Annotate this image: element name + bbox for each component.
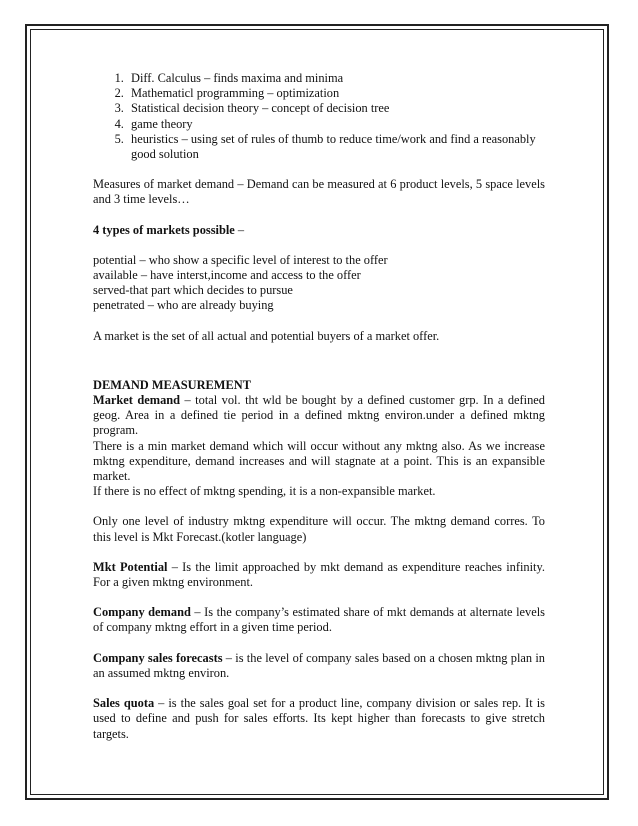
sales-quota-term: Sales quota [93, 696, 155, 711]
company-demand-text: – Is the company’s estimated share of mkt demands at alternate levels of company mktng effort in a given time period. [93, 605, 545, 635]
market-type-line: potential – who show a specific level of interest to the offer [93, 252, 388, 267]
market-demand-text: – total vol. tht wld be bought by a defined customer grp. In a defined geog. Area in a defined tie period in a defined mktng environ.under a defined mktng program. [93, 393, 545, 438]
non-expansible-paragraph: If there is no effect of mktng spending, it is a non-expansible market. [93, 484, 436, 499]
measures-paragraph: Measures of market demand – Demand can be measured at 6 product levels, 5 space levels and 3 time levels… [93, 177, 545, 207]
market-definition: A market is the set of all actual and potential buyers of a market offer. [93, 328, 440, 343]
document-body [93, 71, 545, 742]
demand-heading-text: DEMAND MEASUREMENT [93, 377, 251, 392]
min-demand-paragraph: There is a min market demand which will occur without any mktng also. As we increase mktng expenditure, demand increases and will stagnate at a point. This is an expansible market. [93, 438, 545, 484]
sales-forecast-paragraph [93, 651, 545, 681]
market-demand-term: Market demand [93, 393, 181, 408]
list-item: 2. Mathematicl programming – optimization [127, 86, 545, 101]
sales-forecast-term: Company sales forecasts [93, 650, 223, 665]
mkt-potential-paragraph [93, 560, 545, 590]
market-type-line: penetrated – who are already buying [93, 298, 274, 313]
mkt-potential-text: – Is the limit approached by mkt demand as expenditure reaches infinity. For a given mktng environment. [93, 559, 545, 590]
sales-forecast-text: – is the level of company sales based on a chosen mktng plan in an assumed mktng environ. [93, 650, 545, 680]
markets-heading-suffix: – [234, 222, 245, 237]
markets-heading-text: 4 types of markets possible [93, 222, 235, 237]
market-type-line: available – have interst,income and access to the offer [93, 268, 361, 283]
sales-quota-paragraph [93, 696, 545, 742]
markets-heading [93, 223, 545, 238]
mkt-potential-term: Mkt Potential [93, 559, 168, 574]
list-item: 5. heuristics – using set of rules of thumb to reduce time/work and find a reasonably good solution [127, 132, 545, 162]
list-item: 1. Diff. Calculus – finds maxima and minima [127, 71, 545, 86]
market-type-line: served-that part which decides to pursue [93, 283, 293, 298]
techniques-list [93, 71, 545, 162]
list-item: 4. game theory [127, 117, 545, 132]
company-demand-term: Company demand [93, 605, 191, 620]
demand-heading [93, 378, 545, 393]
list-item: 3. Statistical decision theory – concept of decision tree [127, 101, 545, 116]
sales-quota-text: – is the sales goal set for a product line, company division or sales rep. It is used to define and push for sales efforts. Its kept higher than forecasts to give stretch targets. [93, 696, 545, 741]
forecast-paragraph: Only one level of industry mktng expenditure will occur. The mktng demand corres. To this level is Mkt Forecast.(kotler language) [93, 514, 545, 544]
company-demand-paragraph [93, 605, 545, 635]
market-demand-paragraph [93, 393, 545, 439]
